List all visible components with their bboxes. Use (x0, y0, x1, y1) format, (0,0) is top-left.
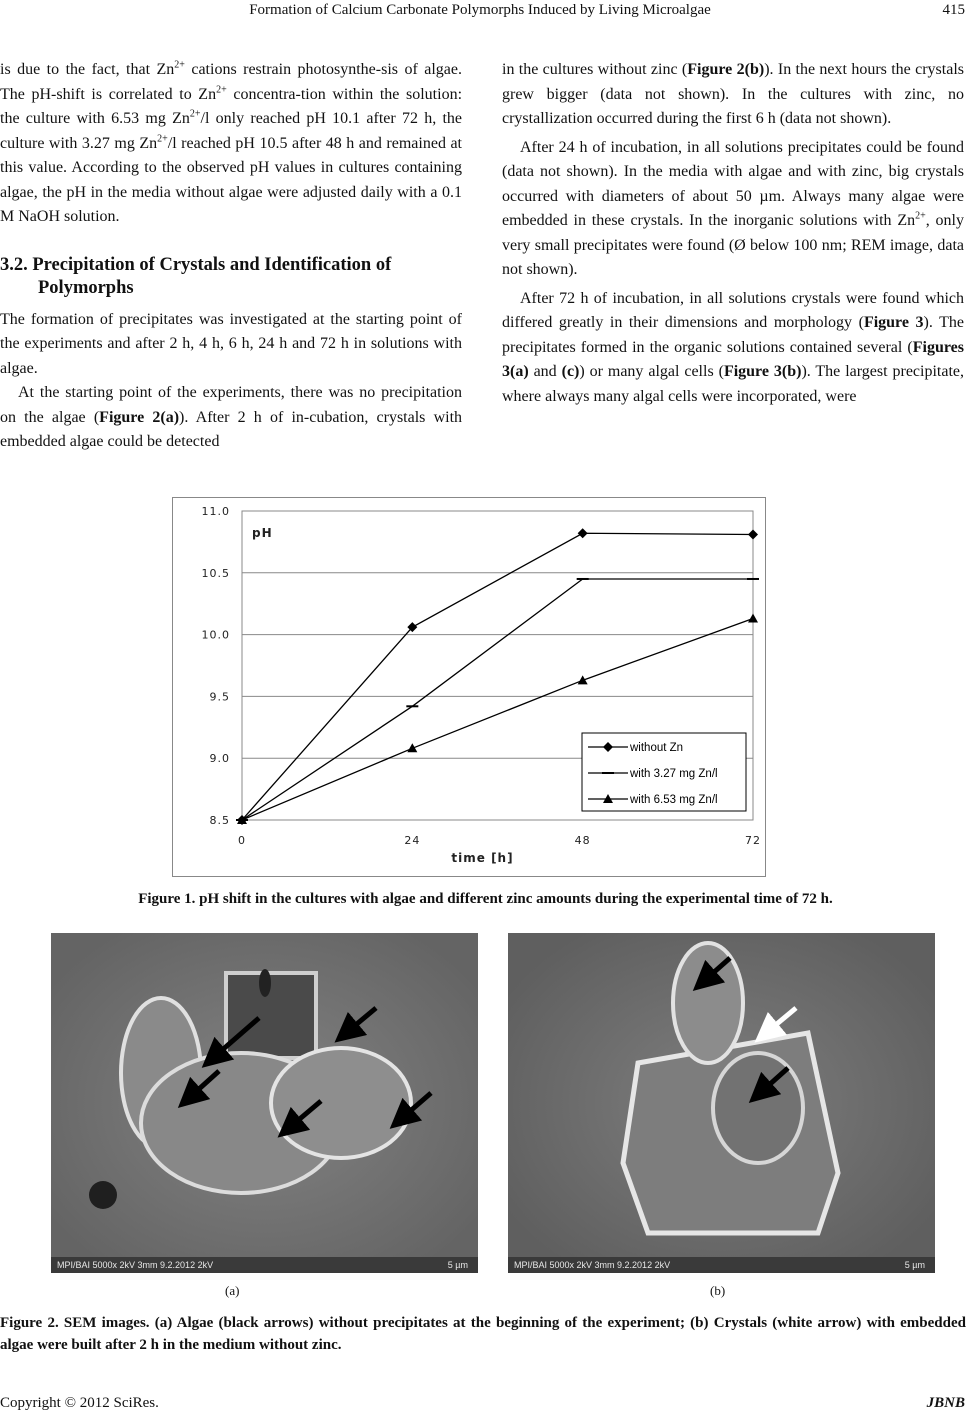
figure-reference: Figure 2(b) (687, 61, 765, 78)
legend-label: without Zn (630, 742, 684, 754)
ph-line-chart (173, 498, 765, 876)
subfigure-label-b: (b) (710, 1283, 726, 1298)
data-point (748, 614, 758, 623)
data-point (407, 743, 417, 752)
figure-reference: Figure 2(a) (99, 408, 180, 426)
chart-title: pH (252, 526, 273, 540)
y-tick-label: 9.5 (209, 690, 230, 704)
page-number: 415 (942, 2, 965, 18)
left-paragraph-2: The formation of precipitates was investigated at the starting point of the experiments and after 2 h, 4 h, 6 h, 24 h and 72 h in solutions with algae. (0, 310, 462, 377)
data-point (748, 529, 758, 539)
scale-bar-label: 5 µm (904, 1260, 925, 1270)
scale-bar-label: 5 µm (447, 1260, 468, 1270)
section-heading: 3.2. Precipitation of Crystals and Identification of Polymorphs (0, 254, 392, 298)
sem-info-bar: MPI/BAI 5000x 2kV 3mm 9.2.2012 2kV 5 µm (51, 1257, 478, 1273)
x-tick-label: 72 (745, 834, 761, 847)
sem-image-b (508, 933, 935, 1273)
right-paragraph-2: After 24 h of incubation, in all solutions precipitates could be found (data not shown). In the media with algae and with zinc, big crystals occurred with diameters of about 50 µm. Always many algae were embedded in these crystals. In the inorganic solutions with $Zn^{2+}$, only very small precipitates were found (Ø below 100 nm; REM image, data not shown). (502, 138, 964, 278)
data-point (578, 675, 588, 684)
legend-label: with 6.53 mg Zn/l (630, 794, 718, 806)
left-column (0, 58, 462, 455)
left-paragraph-1: is due to the fact, that $Zn^{2+}$ cations restrain photosynthe-sis of algae. The pH-shift is correlated to $Zn^{2+}$ concentra-tion within the solution: the culture with 6.53 mg $Zn^{2+}/l$ only reached pH 10.1 after 72 h, the culture with 3.27 mg $Zn^{2+}/l$ reached pH 10.5 after 48 h and remained at this value. According to the observed pH values in cultures containing algae, the pH in the media without algae were adjusted daily with a 0.1 M NaOH solution. (0, 59, 463, 225)
y-tick-label: 10.5 (201, 566, 230, 580)
y-tick-label: 9.0 (209, 752, 230, 766)
sem-info-bar: MPI/BAI 5000x 2kV 3mm 9.2.2012 2kV 5 µm (508, 1257, 935, 1273)
left-paragraph-3: At the starting point of the experiments, there was no precipitation on the algae (Figure 2(a)). After 2 h of in-cubation, crystals with embedded algae could be detected (0, 384, 463, 450)
sem-micrograph-b (508, 933, 935, 1273)
x-tick-label: 0 (238, 834, 246, 847)
legend-label: with 3.27 mg Zn/l (630, 768, 718, 780)
x-axis-label: time [h] (451, 851, 514, 865)
figure-1-caption: Figure 1. pH shift in the cultures with algae and different zinc amounts during the experimental time of 72 h. (138, 891, 833, 907)
ph-chart (172, 497, 766, 877)
right-paragraph-3: After 72 h of incubation, in all solutions crystals were found which differed greatly in their dimensions and morphology (Figure 3). The precipitates formed in the organic solutions contained several (Figures 3(a) and (c)) or many algal cells (Figure 3(b)). The largest precipitate, where always many algal cells were incorporated, were (502, 289, 965, 405)
page-header (0, 0, 971, 24)
running-title: Formation of Calcium Carbonate Polymorphs Induced by Living Microalgae (249, 2, 711, 18)
x-tick-label: 48 (574, 834, 591, 847)
sem-image-a (51, 933, 478, 1273)
y-tick-label: 11.0 (201, 505, 230, 518)
right-column (502, 58, 964, 409)
y-tick-label: 10.0 (201, 628, 230, 642)
data-point (578, 528, 588, 538)
journal-name: JBNB (926, 1395, 965, 1411)
copyright: Copyright © 2012 SciRes. (0, 1395, 159, 1411)
figure-2-caption: Figure 2. SEM images. (a) Algae (black arrows) without precipitates at the beginning of the experiment; (b) Crystals (white arrow) with embedded algae were built after 2 h in the medium without zinc. (0, 1315, 966, 1353)
right-paragraph-1: in the cultures without zinc (Figure 2(b)). In the next hours the crystals grew bigger (data not shown). In the cultures with zinc, no crystallization occurred during the first 6 h (data not shown). (502, 61, 964, 127)
subfigure-label-a: (a) (225, 1283, 240, 1298)
y-tick-label: 8.5 (209, 814, 230, 827)
sem-micrograph-a (51, 933, 478, 1273)
x-tick-label: 24 (404, 834, 421, 847)
